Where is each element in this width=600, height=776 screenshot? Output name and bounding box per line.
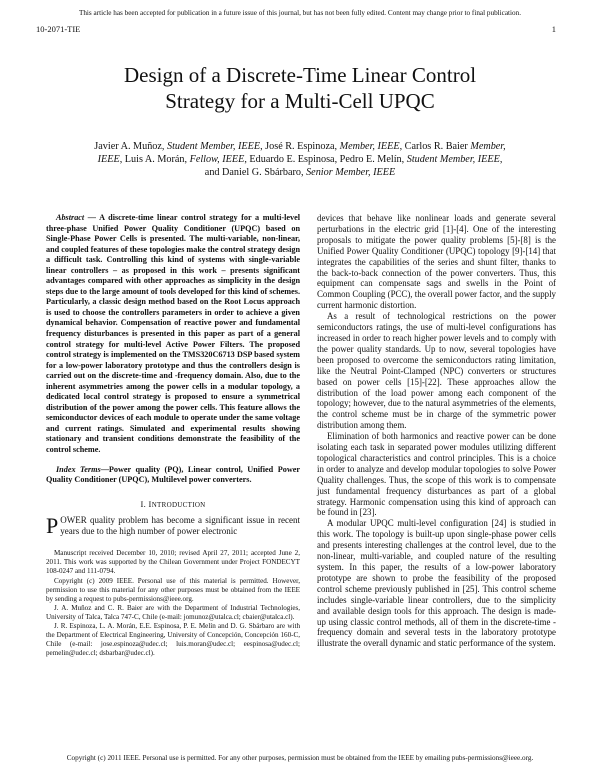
author-name: , José R. Espinoza, [260, 141, 340, 152]
title-line-2: Strategy for a Multi-Cell UPQC [165, 89, 435, 113]
body-paragraph: devices that behave like nonlinear loads and generate several perturbations in the electric grid [1]-[4]. One of the interesting proposals to mitigate the power quality problems [5]-[8] is the Unified Power Quality Conditioner (UPQC) topology [9]-[14] that integrates the capabilities of the series and shunt filter, thanks to the back-to-back connection of the power converters. Thus, this equipment can compensate sags and swells in the Point of Common Coupling (PCC), the overall power factor, and the supply current harmonic distortion. [317, 213, 556, 311]
author-role: Senior Member, IEEE [306, 167, 396, 178]
footnote: J. A. Muñoz and C. R. Baier are with the Department of Industrial Technologies, University of Talca, Talca 747-C, Chile (e-mail: jomunoz@utalca.cl; cbaier@utalca.cl). [46, 603, 300, 621]
author-role: Member, IEEE [339, 141, 400, 152]
author-name: , Eduardo E. Espinosa, Pedro E. Melín, [244, 154, 407, 165]
left-column [46, 213, 300, 658]
author-line-1 [60, 140, 540, 153]
section-heading-introduction [46, 499, 300, 511]
author-role: Student Member, IEEE [406, 154, 500, 165]
author-line-2 [60, 153, 540, 166]
footnote: Copyright (c) 2009 IEEE. Personal use of this material is permitted. However, permission to use this material for any other purposes must be obtained from the IEEE by sending a request to pubs-permissions@ieee.org. [46, 576, 300, 603]
section-rest: NTRODUCTION [151, 500, 206, 509]
author-line-3 [60, 166, 540, 179]
publication-notice: This article has been accepted for publication in a future issue of this journal, but has not been fully edited. Content may change prior to final publication. [78, 9, 522, 17]
intro-paragraph [46, 515, 300, 537]
author-role: Student Member, IEEE [167, 141, 261, 152]
body-paragraph: Elimination of both harmonics and reactive power can be done isolating each task in separated power modules utilizing different topological characteristics and control principles. This is a choice in order to analyze and develop modular topologies to solve Power Quality challenges. Thus, the scope of this work is to compensate just fundamental frequency disturbances as part of a global strategy. Harmonic compensation using this kind of approach can be found in [23]. [317, 431, 556, 518]
author-role: Member, [470, 141, 506, 152]
author-separator: , [499, 154, 503, 165]
abstract [46, 213, 300, 456]
page-number: 1 [551, 24, 556, 34]
index-terms-label: Index Terms [56, 464, 101, 474]
paper-title [60, 62, 540, 114]
document-id: 10-2071-TIE [36, 24, 81, 34]
intro-text: OWER quality problem has become a significant issue in recent years due to the high number of power electronic [60, 515, 300, 537]
author-name: and Daniel G. Sbárbaro, [204, 167, 307, 178]
index-terms-text: —Power quality (PQ), Linear control, Unified Power Quality Conditioner (UPQC), Multilevel power converters. [46, 464, 301, 485]
footnote: J. R. Espinoza, L. A. Morán, E.E. Espinosa, P. E. Melín and D. G. Sbárbaro are with the Department of Electrical Engineering, University of Concepción, Concepción 160-C, Chile (e-mail: jose.espinoza@udec.cl; luis.moran@udec.cl; eespinosa@udec.cl; pemelin@udec.cl; dsbarbar@udec.cl). [46, 621, 300, 658]
index-terms [46, 465, 300, 486]
author-list [60, 140, 540, 179]
footnote: Manuscript received December 10, 2010; revised April 27, 2011; accepted June 2, 2011. This work was supported by the Chilean Government under Project FONDECYT 108-0247 and 111-0794. [46, 549, 300, 576]
author-name: , Luis A. Morán, [119, 154, 190, 165]
footnotes [46, 549, 300, 658]
drop-cap: P [46, 513, 59, 539]
abstract-text: — A discrete-time linear control strategy for a multi-level three-phase Unified Power Quality Conditioner (UPQC) based on Single-Phase Power Cells is presented. The multi-variable, non-linear, and coupled features of these topologies make the control strategy design a difficult task. Controlling this kind of systems with single-variable linear controllers – as proposed in this work – presents significant advantages compared with other approaches as simplicity in the design steps due to the large amount of tools developed for this kind of schemes. Particularly, a classic design method based on the Root Locus approach is used to choose the controllers parameters in order to achieve a given dynamical behavior. Compensation of reactive power and fundamental frequency disturbances is presented in this paper as part of a general control strategy for multi-level Active Power Filters. The proposed control strategy is implemented on the TMS320C6713 DSP based system for a low-power laboratory prototype and thus the controllers design is carried out on the discrete-time and -frequency domain. Also, due to the inherent asymmetries among the power cells in a modular topology, a dedicated local control strategy is proposed to ensure a symmetrical distribution of the power among the power cells. This feature allows the semiconductor devices of each module to operate under the same voltage and current ratings. Simulated and experimental results showing stationary and transient conditions demonstrate the feasibility of the control scheme. [46, 213, 300, 455]
author-name: Javier A. Muñoz, [94, 141, 167, 152]
section-initial: I [148, 498, 152, 509]
section-numeral: I. [140, 498, 149, 509]
body-paragraph: A modular UPQC multi-level configuration [24] is studied in this work. The topology is built-up upon single-phase power cells and presents interesting challenges at the control level, due to the non-linear, multi-variable, and coupled nature of the resulting system. In this paper, the results of a low-power laboratory prototype are shown to probe the feasibility of the proposed control scheme previously published in [25]. This control scheme includes single-variable linear controllers, due to the simplicity and available design tools for this approach. The design is made-up using classic control methods, all of them in the discrete-time -frequency domain and several tests in the laboratory prototype illustrate the overall dynamic and static performance of the system. [317, 518, 556, 649]
abstract-label: Abstract [56, 213, 85, 222]
copyright-footer: Copyright (c) 2011 IEEE. Personal use is permitted. For any other purposes, permission must be obtained from the IEEE by emailing pubs-permissions@ieee.org. [66, 754, 534, 762]
author-role: Fellow, IEEE [189, 154, 245, 165]
title-line-1: Design of a Discrete-Time Linear Control [123, 63, 477, 87]
body-paragraph: As a result of technological restrictions on the power semiconductors ratings, the use of multi-level configurations has increased in order to reach higher power levels and to comply with the power quality standards. Up to now, several topologies have been proposed to overcome the semiconductors rating limitation, like the Neutral Point-Clamped (NPC) converters or structures based on power cells [15]-[22]. These approaches allow the distribution of the load power among each component of the topology; however, due to the natural asymmetries of the elements, the control scheme must be in charge of the symmetric power distribution among them. [317, 311, 556, 431]
author-name: , Carlos R. Baier [399, 141, 471, 152]
right-column [317, 213, 556, 649]
author-role: IEEE [97, 154, 120, 165]
